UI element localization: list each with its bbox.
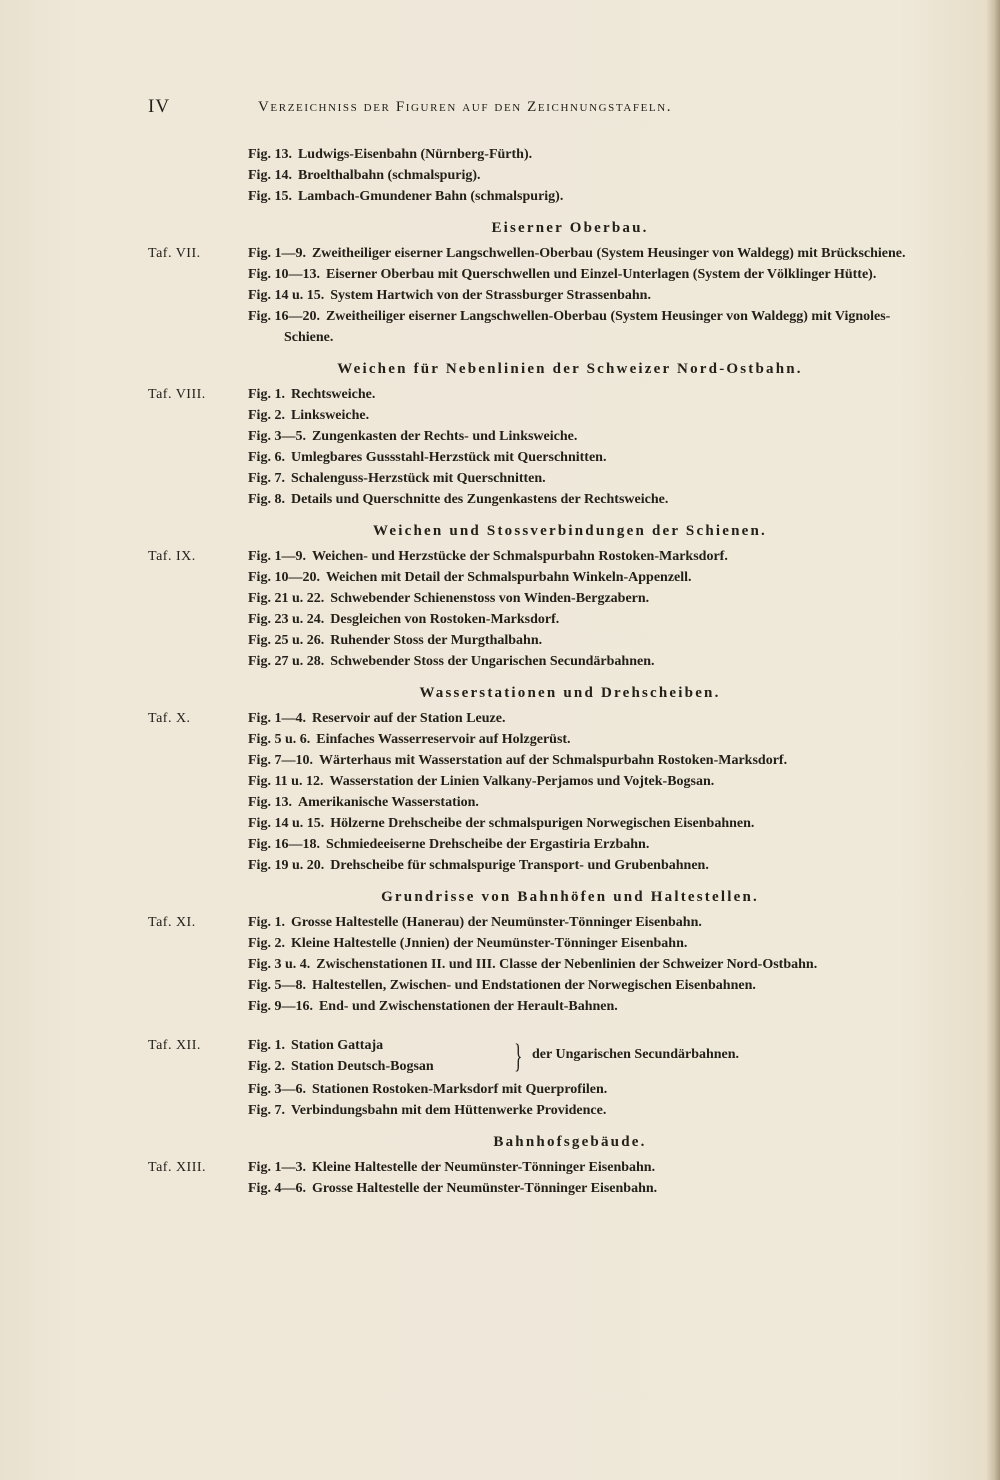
figure-entry: Fig. 3—5. Zungenkasten der Rechts- und Linksweiche. — [248, 429, 578, 444]
figure-entry: Fig. 16—20. Zweitheiliger eiserner Langschwellen-Oberbau (System Heusinger von Waldegg) mit Vignoles-Schiene. — [248, 309, 891, 345]
section-heading: Wasserstationen und Drehscheiben. — [419, 685, 721, 701]
section-grundrisse — [0, 886, 1000, 1017]
figure-entry: Fig. 19 u. 20. Drehscheibe für schmalspurige Transport- und Grubenbahnen. — [248, 858, 709, 873]
figure-entry: Fig. 1. Grosse Haltestelle (Hanerau) der Neumünster-Tönninger Eisenbahn. — [248, 915, 702, 930]
figure-entry: Fig. 5 u. 6. Einfaches Wasserreservoir auf Holzgerüst. — [248, 732, 571, 747]
figure-entry: Fig. 1—4. Reservoir auf der Station Leuze. — [248, 711, 506, 726]
plate-label: Taf. VIII. — [148, 387, 206, 402]
section-heading: Bahnhofsgebäude. — [493, 1134, 647, 1150]
figure-entry: Fig. 16—18. Schmiedeeiserne Drehscheibe der Ergastiria Erzbahn. — [248, 837, 650, 852]
brace-text: der Ungarischen Secundärbahnen. — [532, 1047, 740, 1062]
figure-entry: Fig. 27 u. 28. Schwebender Stoss der Ungarischen Secundärbahnen. — [248, 654, 655, 669]
figure-entry: Fig. 4—6. Grosse Haltestelle der Neumünster-Tönninger Eisenbahn. — [248, 1181, 658, 1196]
figure-entry: Fig. 5—8. Haltestellen, Zwischen- und Endstationen der Norwegischen Eisenbahnen. — [248, 978, 756, 993]
figure-entry: Fig. 14 u. 15. System Hartwich von der Strassburger Strassenbahn. — [248, 288, 651, 303]
figure-entry: Fig. 14 u. 15. Hölzerne Drehscheibe der schmalspurigen Norwegischen Eisenbahnen. — [248, 816, 755, 831]
figure-entry: Fig. 3—6. Stationen Rostoken-Marksdorf mit Querprofilen. — [248, 1082, 608, 1097]
figure-entry: Fig. 13. Amerikanische Wasserstation. — [248, 795, 479, 810]
section-wasserstationen — [0, 682, 1000, 876]
figure-entry: Fig. 10—20. Weichen mit Detail der Schmalspurbahn Winkeln-Appenzell. — [248, 570, 692, 585]
brace-icon: } — [514, 1038, 523, 1075]
plate-label: Taf. XIII. — [148, 1160, 207, 1175]
figure-entry: Fig. 23 u. 24. Desgleichen von Rostoken-Marksdorf. — [248, 612, 560, 627]
brace-group — [248, 1035, 928, 1079]
figure-entry: Fig. 7. Verbindungsbahn mit dem Hüttenwerke Providence. — [248, 1103, 607, 1118]
figure-list — [0, 144, 1000, 1199]
plate-label: Taf. XI. — [148, 915, 196, 930]
section-heading: Grundrisse von Bahnhöfen und Haltestellen. — [381, 889, 759, 905]
page-header — [0, 96, 1000, 126]
figure-entry: Fig. 11 u. 12. Wasserstation der Linien Valkany-Perjamos und Vojtek-Bogsan. — [248, 774, 715, 789]
figure-entry: Fig. 7—10. Wärterhaus mit Wasserstation auf der Schmalspurbahn Rostoken-Marksdorf. — [248, 753, 788, 768]
section-bahnhofsgebaeude — [0, 1131, 1000, 1199]
section-heading: Weichen und Stossverbindungen der Schienen. — [373, 523, 767, 539]
figure-entry: Fig. 13. Ludwigs-Eisenbahn (Nürnberg-Fürth). — [248, 147, 533, 162]
figure-entry: Fig. 2. Kleine Haltestelle (Jnnien) der Neumünster-Tönninger Eisenbahn. — [248, 936, 688, 951]
plate-label: Taf. XII. — [148, 1038, 201, 1053]
figure-entry: Fig. 10—13. Eiserner Oberbau mit Querschwellen und Einzel-Unterlagen (System der Völklinger Hütte). — [248, 267, 877, 282]
section-eiserner-oberbau — [0, 217, 1000, 348]
figure-entry: Fig. 15. Lambach-Gmundener Bahn (schmalspurig). — [248, 189, 564, 204]
intro-plate — [0, 144, 1000, 207]
figure-entry: Fig. 1. Rechtsweiche. — [248, 387, 376, 402]
figure-entry: Fig. 3 u. 4. Zwischenstationen II. und III. Classe der Nebenlinien der Schweizer Nord-Ostbahn. — [248, 957, 818, 972]
section-heading: Weichen für Nebenlinien der Schweizer Nord-Ostbahn. — [337, 361, 803, 377]
figure-entry: Fig. 6. Umlegbares Gussstahl-Herzstück mit Querschnitten. — [248, 450, 607, 465]
figure-entry: Fig. 1. Station Gattaja — [248, 1038, 384, 1053]
figure-entry: Fig. 1—9. Zweitheiliger eiserner Langschwellen-Oberbau (System Heusinger von Waldegg) mit Brückschiene. — [248, 246, 906, 261]
figure-entry: Fig. 2. Linksweiche. — [248, 408, 370, 423]
figure-entry: Fig. 14. Broelthalbahn (schmalspurig). — [248, 168, 481, 183]
figure-entry: Fig. 9—16. End- und Zwischenstationen der Herault-Bahnen. — [248, 999, 618, 1014]
figure-entry: Fig. 7. Schalenguss-Herzstück mit Querschnitten. — [248, 471, 546, 486]
section-taf-xii — [0, 1035, 1000, 1121]
section-heading: Eiserner Oberbau. — [491, 220, 649, 236]
plate-label: Taf. X. — [148, 711, 191, 726]
figure-entry: Fig. 25 u. 26. Ruhender Stoss der Murgthalbahn. — [248, 633, 543, 648]
figure-entry: Fig. 21 u. 22. Schwebender Schienenstoss von Winden-Bergzabern. — [248, 591, 650, 606]
page-number: IV — [148, 96, 171, 117]
section-weichen-stossverbindungen — [0, 520, 1000, 672]
figure-entry: Fig. 8. Details und Querschnitte des Zungenkastens der Rechtsweiche. — [248, 492, 669, 507]
plate-label: Taf. IX. — [148, 549, 196, 564]
figure-entry: Fig. 1—3. Kleine Haltestelle der Neumünster-Tönninger Eisenbahn. — [248, 1160, 656, 1175]
figure-entry: Fig. 1—9. Weichen- und Herzstücke der Schmalspurbahn Rostoken-Marksdorf. — [248, 549, 728, 564]
section-weichen-nordostbahn — [0, 358, 1000, 510]
running-title: Verzeichniss der Figuren auf den Zeichnungstafeln. — [258, 99, 673, 115]
figure-entry: Fig. 2. Station Deutsch-Bogsan — [248, 1059, 434, 1074]
plate-label: Taf. VII. — [148, 246, 201, 261]
